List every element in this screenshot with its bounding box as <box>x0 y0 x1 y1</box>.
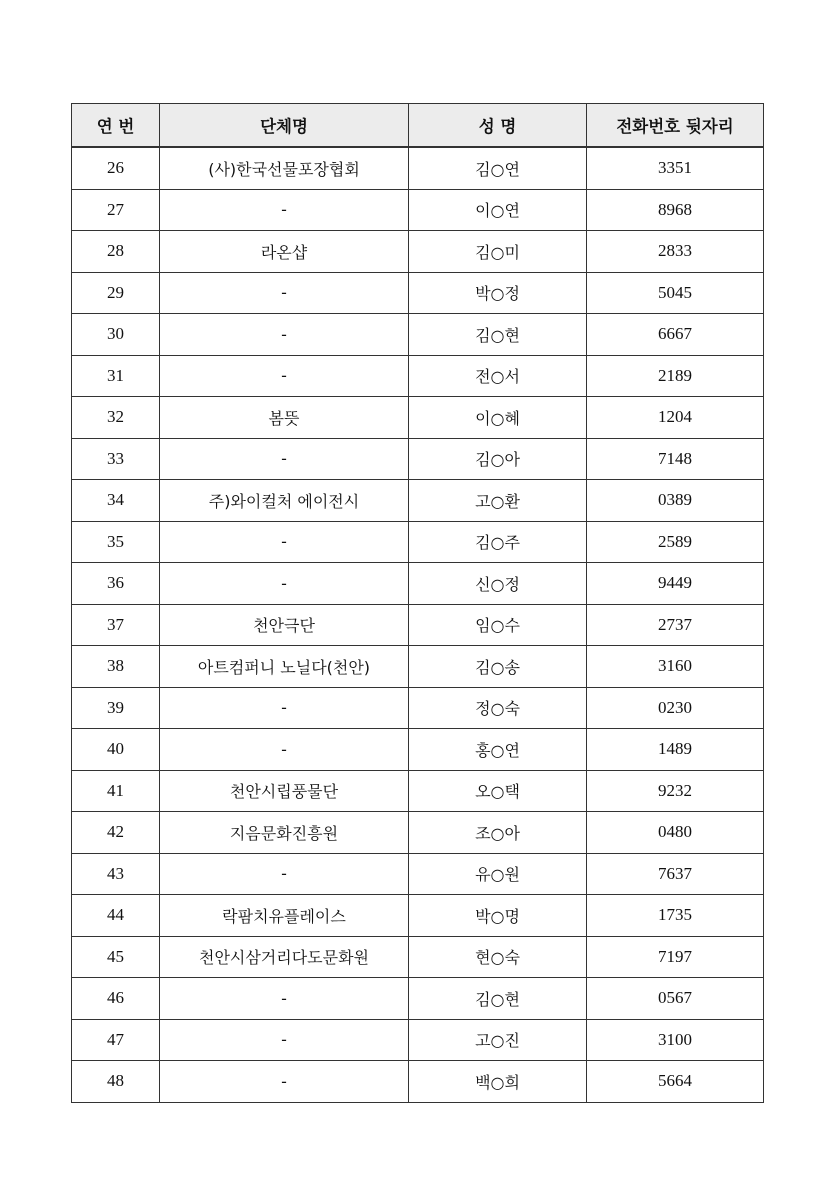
header-name: 성 명 <box>409 104 587 148</box>
cell-organization: - <box>160 978 409 1020</box>
cell-phone: 7637 <box>587 853 764 895</box>
table-row <box>72 646 764 688</box>
cell-organization: - <box>160 1019 409 1061</box>
table-row <box>72 231 764 273</box>
cell-name: 이○연 <box>409 189 587 231</box>
cell-organization: - <box>160 563 409 605</box>
cell-name: 백○희 <box>409 1061 587 1103</box>
cell-phone: 0230 <box>587 687 764 729</box>
cell-phone: 2589 <box>587 521 764 563</box>
cell-number: 30 <box>72 314 160 356</box>
cell-organization: - <box>160 189 409 231</box>
cell-number: 47 <box>72 1019 160 1061</box>
cell-organization: 락팜치유플레이스 <box>160 895 409 937</box>
cell-phone: 9232 <box>587 770 764 812</box>
table-row <box>72 314 764 356</box>
cell-organization: - <box>160 314 409 356</box>
cell-name: 고○진 <box>409 1019 587 1061</box>
cell-phone: 1735 <box>587 895 764 937</box>
cell-phone: 1489 <box>587 729 764 771</box>
table-body <box>72 147 764 1102</box>
cell-name: 신○정 <box>409 563 587 605</box>
cell-number: 45 <box>72 936 160 978</box>
cell-number: 38 <box>72 646 160 688</box>
cell-name: 김○현 <box>409 978 587 1020</box>
cell-number: 37 <box>72 604 160 646</box>
cell-name: 박○명 <box>409 895 587 937</box>
table-row <box>72 604 764 646</box>
cell-number: 35 <box>72 521 160 563</box>
cell-name: 조○아 <box>409 812 587 854</box>
cell-name: 전○서 <box>409 355 587 397</box>
cell-organization: 라온샵 <box>160 231 409 273</box>
cell-phone: 7148 <box>587 438 764 480</box>
table-row <box>72 812 764 854</box>
cell-name: 고○환 <box>409 480 587 522</box>
cell-number: 31 <box>72 355 160 397</box>
cell-number: 43 <box>72 853 160 895</box>
cell-name: 김○송 <box>409 646 587 688</box>
cell-number: 34 <box>72 480 160 522</box>
cell-organization: - <box>160 438 409 480</box>
cell-phone: 0389 <box>587 480 764 522</box>
cell-organization: 천안시삼거리다도문화원 <box>160 936 409 978</box>
table-row <box>72 147 764 189</box>
cell-number: 32 <box>72 397 160 439</box>
cell-number: 29 <box>72 272 160 314</box>
cell-organization: - <box>160 687 409 729</box>
cell-name: 김○미 <box>409 231 587 273</box>
cell-phone: 9449 <box>587 563 764 605</box>
cell-number: 28 <box>72 231 160 273</box>
table-row <box>72 770 764 812</box>
header-organization: 단체명 <box>160 104 409 148</box>
cell-name: 현○숙 <box>409 936 587 978</box>
cell-number: 48 <box>72 1061 160 1103</box>
table-header-row <box>72 104 764 148</box>
table-row <box>72 189 764 231</box>
table-row <box>72 1061 764 1103</box>
table-row <box>72 1019 764 1061</box>
cell-name: 임○수 <box>409 604 587 646</box>
table-row <box>72 853 764 895</box>
cell-organization: - <box>160 729 409 771</box>
header-phone-suffix: 전화번호 뒷자리 <box>587 104 764 148</box>
cell-phone: 7197 <box>587 936 764 978</box>
cell-name: 이○혜 <box>409 397 587 439</box>
cell-name: 홍○연 <box>409 729 587 771</box>
table-row <box>72 480 764 522</box>
cell-organization: - <box>160 853 409 895</box>
cell-name: 정○숙 <box>409 687 587 729</box>
participant-table <box>71 103 764 1103</box>
cell-organization: - <box>160 272 409 314</box>
cell-number: 33 <box>72 438 160 480</box>
cell-name: 유○원 <box>409 853 587 895</box>
cell-organization: - <box>160 1061 409 1103</box>
table-row <box>72 397 764 439</box>
cell-number: 39 <box>72 687 160 729</box>
cell-name: 오○택 <box>409 770 587 812</box>
cell-organization: 지음문화진흥원 <box>160 812 409 854</box>
cell-number: 41 <box>72 770 160 812</box>
cell-number: 40 <box>72 729 160 771</box>
cell-phone: 2833 <box>587 231 764 273</box>
header-number: 연 번 <box>72 104 160 148</box>
cell-phone: 3160 <box>587 646 764 688</box>
cell-organization: (사)한국선물포장협회 <box>160 147 409 189</box>
table-row <box>72 687 764 729</box>
cell-phone: 2737 <box>587 604 764 646</box>
cell-number: 44 <box>72 895 160 937</box>
cell-name: 김○현 <box>409 314 587 356</box>
table-row <box>72 978 764 1020</box>
cell-organization: 아트컴퍼니 노닐다(천안) <box>160 646 409 688</box>
cell-phone: 8968 <box>587 189 764 231</box>
cell-number: 26 <box>72 147 160 189</box>
cell-phone: 2189 <box>587 355 764 397</box>
cell-organization: - <box>160 355 409 397</box>
table-row <box>72 355 764 397</box>
table-row <box>72 936 764 978</box>
cell-phone: 0567 <box>587 978 764 1020</box>
cell-organization: 주)와이컬처 에이전시 <box>160 480 409 522</box>
cell-phone: 6667 <box>587 314 764 356</box>
cell-number: 36 <box>72 563 160 605</box>
cell-organization: 봄뜻 <box>160 397 409 439</box>
table-row <box>72 521 764 563</box>
cell-name: 김○연 <box>409 147 587 189</box>
cell-phone: 3100 <box>587 1019 764 1061</box>
cell-phone: 5664 <box>587 1061 764 1103</box>
cell-name: 박○정 <box>409 272 587 314</box>
cell-phone: 1204 <box>587 397 764 439</box>
cell-phone: 0480 <box>587 812 764 854</box>
table-row <box>72 895 764 937</box>
cell-organization: - <box>160 521 409 563</box>
table-row <box>72 563 764 605</box>
table-row <box>72 272 764 314</box>
cell-number: 42 <box>72 812 160 854</box>
cell-number: 27 <box>72 189 160 231</box>
cell-organization: 천안시립풍물단 <box>160 770 409 812</box>
cell-number: 46 <box>72 978 160 1020</box>
cell-phone: 5045 <box>587 272 764 314</box>
cell-name: 김○주 <box>409 521 587 563</box>
cell-phone: 3351 <box>587 147 764 189</box>
cell-name: 김○아 <box>409 438 587 480</box>
cell-organization: 천안극단 <box>160 604 409 646</box>
table-row <box>72 438 764 480</box>
table-row <box>72 729 764 771</box>
